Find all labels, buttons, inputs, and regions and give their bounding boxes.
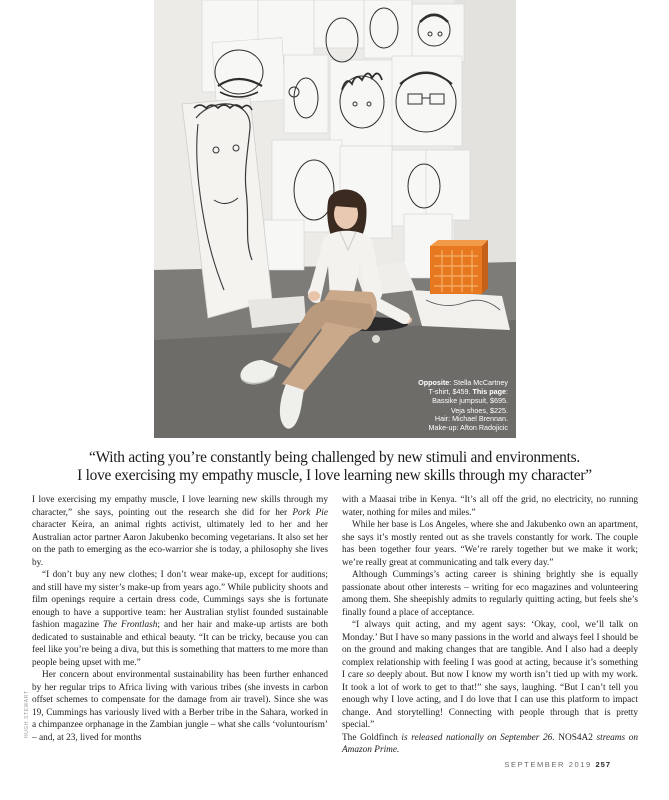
caption-this-page-label: This page (470, 387, 506, 397)
film-title-goldfinch: The Goldfinch (342, 732, 398, 743)
text-run: character Keira, an animal rights activist, ultimately led to her and her Australian actor partner Aaron Jakubenko becoming vegetarians. It also set her on the path to emerging as the eco-warrior she is today, a philosophy she lives by. (32, 520, 328, 568)
caption-shoes-credit: Veja shoes, $225. (450, 405, 508, 415)
photographer-credit: HUGH STEWART (24, 690, 30, 738)
photo-credits-caption (418, 378, 508, 415)
studio-portrait-illustration (154, 0, 516, 438)
feature-photo (154, 0, 516, 438)
paragraph: Although Cummings’s acting career is shining brightly she is equally passionate about other interests – writing for eco magazines and volunteering among them. She sheepishly admits to regularly quitting acting, but feels she’s finally found a place of acceptance. (342, 570, 638, 618)
caption-makeup-credit: Make-up: Afton Radojicic (428, 423, 508, 433)
issue-date: SEPTEMBER 2019 (504, 760, 592, 769)
page-number: 257 (595, 760, 611, 769)
text-run: “I always quit acting, and my agent says: ‘Okay, cool, we’ll talk on Monday.’ But I have so many passions in the world and always feel I should be on the ground and making changes that are tangible. And I also had a deeply complex relationship with feeling I was good at acting, because it’s something I care (342, 620, 638, 680)
text-run: “I don’t buy any new clothes; I don’t wear make-up, except for auditions; and still have my sister’s make-up from years ago.” While publicity shoots and film openings require a certain dress code, Cummings says she is fortunate enough to have a supportive team: her Australian stylist founded sustainable fashion magazine (32, 570, 328, 630)
pull-quote-line-1: “With acting you’re constantly being challenged by new stimuli and environments. (89, 449, 580, 466)
caption-jumpsuit-credit: Bassike jumpsuit, $695. (432, 396, 508, 406)
show-title-nos4a2: NOS4A2 (558, 732, 593, 743)
pull-quote-line-2: I love exercising my empathy muscle, I love learning new skills through my character” (77, 467, 592, 484)
body-column-right (342, 494, 638, 757)
paragraph (32, 569, 328, 669)
text-run: streams on Amazon Prime. (342, 732, 638, 755)
paragraph (342, 619, 638, 732)
caption-tshirt-price: T-shirt, $459. (428, 387, 471, 397)
paragraph: Her concern about environmental sustainability has been further enhanced by her regular trips to Africa living with various tribes (she invests in carbon offset schemes to compensate for the damage from air travel). Since she was 19, Cummings has variously lived with a Berber tribe in the Sahara, worked in a chimpanzee orphanage in the Zambian jungle – what she calls ‘voluntourism’ – and, at 23, lived for months (32, 670, 328, 743)
paragraph: While her base is Los Angeles, where she and Jakubenko own an apartment, she says it’s mostly rented out as she travels constantly for work. The couple has been together four years. “We’re rarely together but we make it work; we’re really great at communicating and talk every day.” (342, 520, 638, 568)
styling-credits-caption (428, 414, 508, 432)
page-folio (504, 760, 611, 769)
text-run: ; and her hair and make-up artists are both dedicated to sustainable and ethical beauty. “It can be tricky, because you can feel like you’re being a diva, but this is something that matters to me more than people being upset with me.” (32, 620, 328, 668)
magazine-title-frontlash: The Frontlash (103, 620, 158, 630)
paragraph (32, 494, 328, 569)
body-column-left (32, 494, 328, 744)
text-run: I love exercising my empathy muscle, I love learning new skills through my character,” she says, pointing out the research she did for her (32, 495, 328, 518)
text-run: is released nationally on September 26. (397, 732, 559, 743)
caption-opposite-label: Opposite (418, 378, 450, 387)
text-run: deeply about. But now I know my worth isn’t tied up with my work. It took a lot of work to get to that!” she says, laughing. “But I can’t tell you enough why I love acting, and I do love that I can use this platform to impact change. And storytelling! Connecting with people through that is pretty special.” (342, 670, 638, 730)
pull-quote (64, 449, 605, 485)
paragraph: with a Maasai tribe in Kenya. “It’s all off the grid, no electricity, no running water, nothing for miles and miles.” (342, 495, 638, 518)
caption-colon: : (506, 387, 508, 397)
emphasis: so (366, 670, 375, 680)
caption-opposite-credit: : Stella McCartney (449, 378, 508, 387)
release-note (342, 732, 638, 757)
film-title-pork-pie: Pork Pie (292, 507, 328, 518)
caption-hair-credit: Hair: Michael Brennan. (434, 414, 508, 423)
